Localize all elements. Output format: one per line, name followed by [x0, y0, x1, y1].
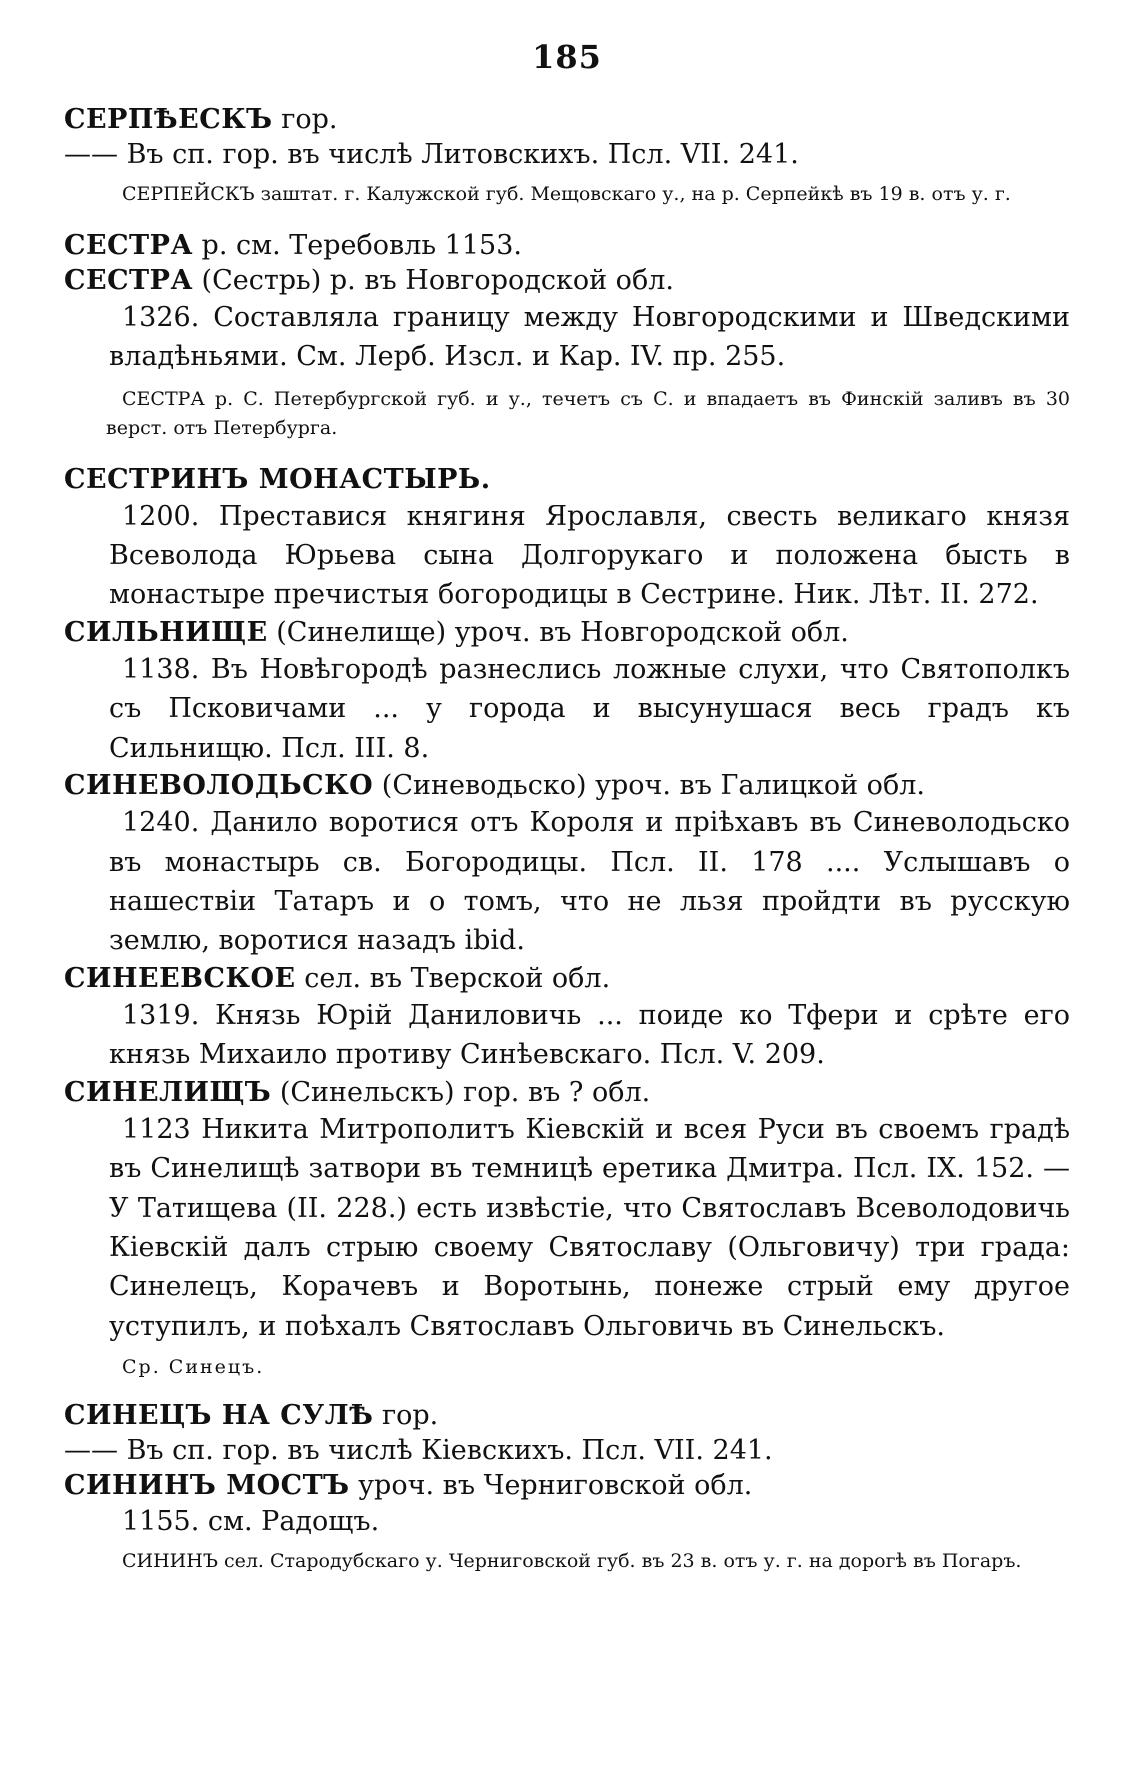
entry-heading	[64, 462, 1070, 497]
entry-line: —— Въ сп. гор. въ числѣ Кіевскихъ. Псл. VII. 241.	[64, 1435, 773, 1467]
entry-heading	[64, 768, 1070, 803]
page-number: 185	[532, 38, 602, 76]
headword-type: (Синельскъ) гор. въ ? обл.	[279, 1076, 651, 1108]
entry-text: 1319. Князь Юрій Даниловичь ... поиде ко Тфери и срѣте его князь Михаило противу Синѣевскаго. Псл. V. 209.	[109, 999, 1070, 1071]
headword: СЕСТРИНЪ МОНАСТЫРЬ.	[64, 463, 491, 495]
headword: СИЛЬНИЩЕ	[64, 616, 268, 648]
entry-sinets-na-sule	[64, 1398, 1070, 1468]
entry-sinelishch	[64, 1075, 1070, 1379]
entry-note: СЕРПЕЙСКЪ заштат. г. Калужской губ. Мещовскаго у., на р. Серпейкѣ въ 19 в. отъ у. г.	[122, 183, 1011, 206]
entry-sinin-most	[64, 1468, 1070, 1576]
headword-type: сел. въ Тверской обл.	[304, 962, 611, 994]
entry-heading	[64, 1468, 1070, 1503]
entry-heading	[64, 1398, 1070, 1433]
entry-heading	[64, 228, 1070, 263]
entry-serpeisk	[64, 102, 1070, 210]
entry-sestra-ref	[64, 228, 1070, 263]
entry-text: 1138. Въ Новѣгородѣ разнеслись ложные слухи, что Святополкъ съ Псковичами ... у города и высунушася весь градъ къ Сильнищю. Псл. III. 8.	[109, 653, 1070, 764]
entry-heading	[64, 615, 1070, 650]
entry-note: СЕСТРА р. С. Петербургской губ. и у., течетъ съ С. и впадаетъ въ Финскій заливъ въ 30 верст. отъ Петербурга.	[106, 387, 1070, 440]
headword: СИНЕЛИЩЪ	[64, 1076, 272, 1108]
headword-type: (Синеводьско) уроч. въ Галицкой обл.	[381, 770, 925, 802]
entry-note: СИНИНЪ сел. Стародубскаго у. Черниговской губ. въ 23 в. отъ у. г. на дорогѣ въ Погаръ.	[122, 1549, 1022, 1572]
entry-heading	[64, 263, 1070, 298]
entry-heading	[64, 961, 1070, 996]
entry-silnishche	[64, 615, 1070, 768]
entry-text: 1200. Преставися княгиня Ярославля, свесть великаго князя Всеволода Юрьева сына Долгорукаго и положена бысть в монастыре пречистыя богородицы в Сестрине. Ник. Лѣт. II. 272.	[109, 500, 1070, 611]
entry-line: 1155. см. Радощъ.	[122, 1505, 380, 1537]
headword-type: уроч. въ Черниговской обл.	[358, 1470, 753, 1502]
headword-type: р. см. Теребовль 1153.	[201, 229, 522, 261]
headword: СЕРПѢЕСКЪ	[64, 104, 273, 135]
cross-reference: Ср. Синецъ.	[122, 1356, 265, 1379]
headword: СИНИНЪ МОСТЪ	[64, 1470, 350, 1502]
headword: СИНЕЦЪ НА СУЛѢ	[64, 1400, 374, 1432]
headword: СЕСТРА	[64, 264, 193, 296]
headword-type: (Сестрь) р. въ Новгородской обл.	[201, 264, 674, 296]
headword-type: (Синелище) уроч. въ Новгородской обл.	[276, 616, 849, 648]
entry-heading	[64, 1075, 1070, 1110]
entry-text: 1240. Данило воротися отъ Короля и пріѣхавъ въ Синеволодьско въ монастырь св. Богородицы. Псл. II. 178 .... Услышавъ о нашествіи Татаръ и о томъ, что не льзя пройдти въ русскую землю, воротися назадъ ibid.	[109, 807, 1070, 957]
headword-type: гор.	[281, 104, 338, 135]
entry-sestra	[64, 263, 1070, 444]
entry-line: —— Въ сп. гор. въ числѣ Литовскихъ. Псл. VII. 241.	[64, 139, 799, 171]
entry-sinevolodsko	[64, 768, 1070, 961]
entry-sineevskoe	[64, 961, 1070, 1075]
entry-heading	[64, 102, 1070, 137]
entry-text: 1326. Составляла границу между Новгородскими и Шведскими владѣньями. См. Лерб. Изсл. и Кар. IV. пр. 255.	[109, 301, 1070, 373]
headword: СИНЕЕВСКОЕ	[64, 962, 296, 994]
entry-sestrin-monastyr	[64, 462, 1070, 615]
headword-type: гор.	[381, 1400, 439, 1432]
headword: СИНЕВОЛОДЬСКО	[64, 770, 374, 802]
headword: СЕСТРА	[64, 229, 193, 261]
entry-text: 1123 Никита Митрополитъ Кіевскій и всея Руси въ своемъ градѣ въ Синелищѣ затвори въ темницѣ еретика Дмитра. Псл. IX. 152. — У Татищева (II. 228.) есть извѣстіе, что Святославъ Всеволодовичь Кіевскій далъ стрыю своему Святославу (Ольговичу) три града: Синелецъ, Корачевъ и Воротынь, понеже стрый ему другое уступилъ, и поѣхалъ Святославъ Ольговичь въ Синельскъ.	[109, 1113, 1070, 1342]
